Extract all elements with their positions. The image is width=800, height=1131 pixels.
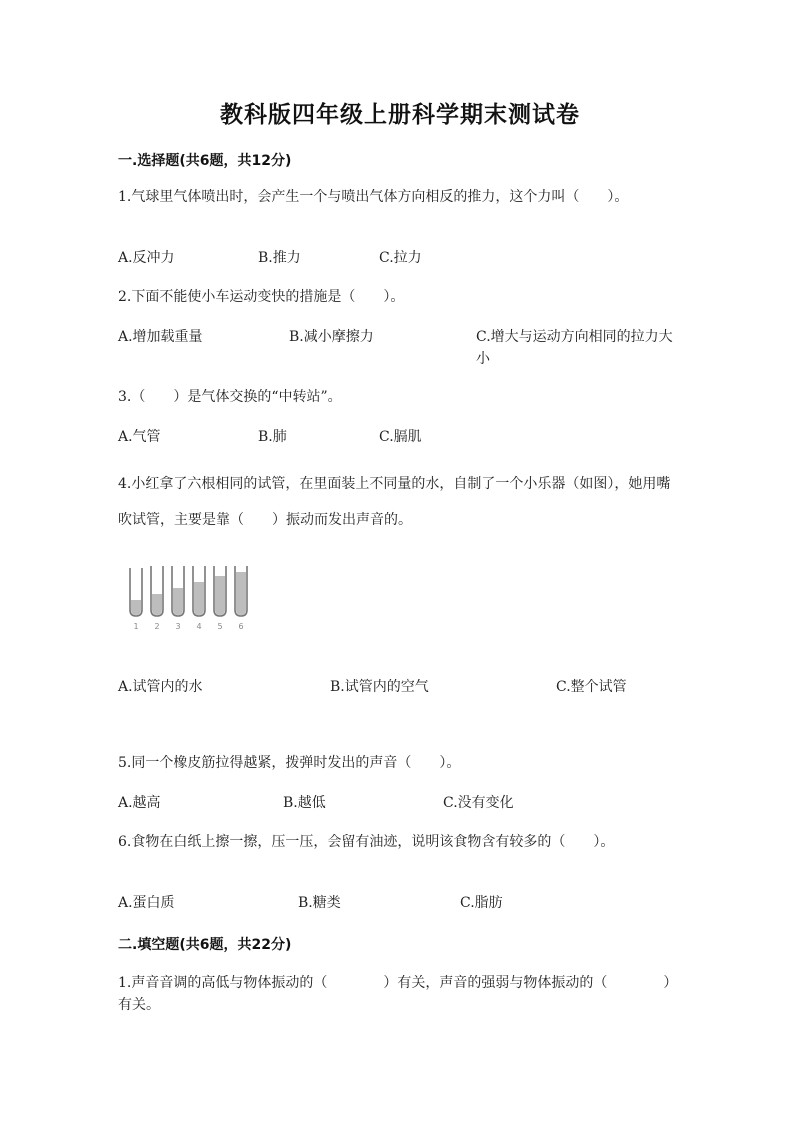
q1-option-a: A.反冲力 bbox=[118, 250, 175, 266]
question-6: 6.食物在白纸上擦一擦，压一压，会留有油迹，说明该食物含有较多的（ ）。 bbox=[118, 834, 615, 850]
q2-option-b: B.减小摩擦力 bbox=[289, 329, 374, 345]
q3-option-b: B.肺 bbox=[258, 429, 287, 445]
q3-option-c: C.膈肌 bbox=[379, 429, 422, 445]
section-heading-fill: 二.填空题(共6题，共22分) bbox=[118, 937, 292, 953]
q4-option-c: C.整个试管 bbox=[556, 679, 627, 695]
tube-label-2: 2 bbox=[154, 622, 160, 631]
question-4: 4.小红拿了六根相同的试管，在里面装上不同量的水，自制了一个小乐器（如图），她用嘴吹试管，主要是靠（ ）振动而发出声音的。 bbox=[118, 476, 671, 528]
q4-option-b: B.试管内的空气 bbox=[330, 679, 429, 695]
section-heading-choice: 一.选择题(共6题，共12分) bbox=[118, 153, 292, 169]
tube-label-5: 5 bbox=[217, 622, 223, 631]
question-3: 3.（ ）是气体交换的“中转站”。 bbox=[118, 389, 342, 405]
q5-option-c: C.没有变化 bbox=[443, 795, 514, 811]
q2-option-a: A.增加载重量 bbox=[118, 329, 203, 345]
fill-question-1: 1.声音音调的高低与物体振动的（ ）有关，声音的强弱与物体振动的（ ）有关。 bbox=[118, 975, 678, 1013]
question-1: 1.气球里气体喷出时，会产生一个与喷出气体方向相反的推力，这个力叫（ ）。 bbox=[118, 189, 629, 205]
q1-option-c: C.拉力 bbox=[379, 250, 422, 266]
q4-option-a: A.试管内的水 bbox=[118, 679, 203, 695]
question-5: 5.同一个橡皮筋拉得越紧，拨弹时发出的声音（ ）。 bbox=[118, 755, 461, 771]
q2-option-c: C.增大与运动方向相同的拉力大小 bbox=[476, 329, 673, 367]
q6-option-c: C.脂肪 bbox=[460, 895, 503, 911]
tube-label-1: 1 bbox=[133, 622, 139, 631]
tube-label-3: 3 bbox=[175, 622, 181, 631]
q5-option-b: B.越低 bbox=[283, 795, 326, 811]
q1-option-b: B.推力 bbox=[258, 250, 301, 266]
test-tube-figure bbox=[120, 560, 270, 636]
question-2: 2.下面不能使小车运动变快的措施是（ ）。 bbox=[118, 289, 405, 305]
q6-option-b: B.糖类 bbox=[298, 895, 341, 911]
tube-label-4: 4 bbox=[196, 622, 202, 631]
q3-option-a: A.气管 bbox=[118, 429, 161, 445]
q5-option-a: A.越高 bbox=[118, 795, 161, 811]
q6-option-a: A.蛋白质 bbox=[118, 895, 175, 911]
tube-label-6: 6 bbox=[238, 622, 244, 631]
exam-title: 教科版四年级上册科学期末测试卷 bbox=[220, 102, 580, 128]
